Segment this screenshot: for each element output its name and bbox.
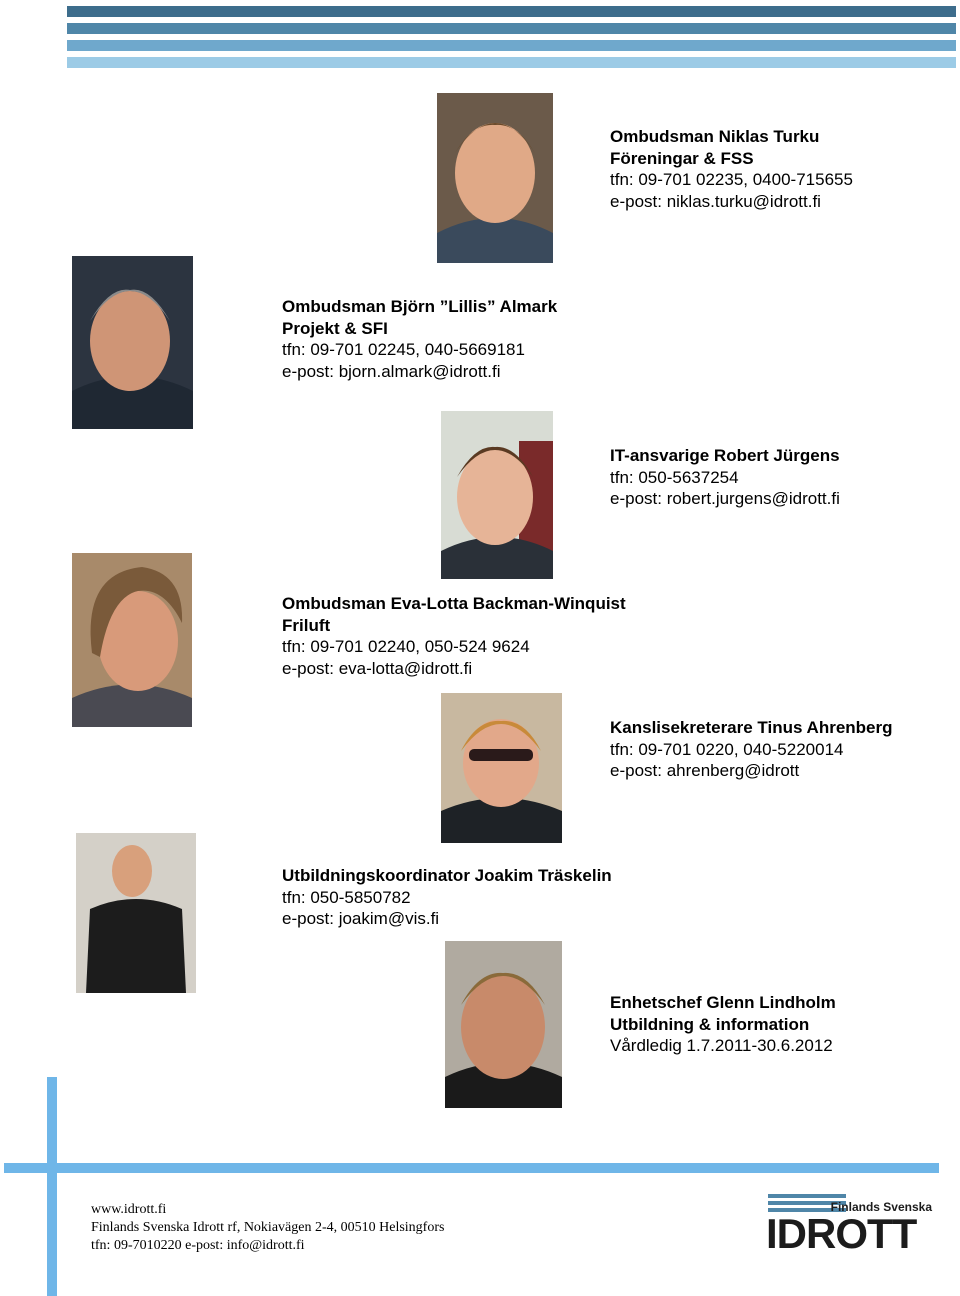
person-title: Ombudsman Eva-Lotta Backman-Winquist (282, 594, 626, 613)
person-department: Projekt & SFI (282, 318, 388, 338)
footer-horizontal-bar (4, 1163, 939, 1173)
person-department: Utbildning & information (610, 1014, 810, 1034)
contact-niklas-turku (610, 126, 853, 212)
contact-tinus-ahrenberg (610, 717, 893, 782)
person-email: e-post: joakim@vis.fi (282, 909, 440, 928)
contact-joakim-traskelin (282, 865, 612, 930)
footer-website-link[interactable]: www.idrott.fi (91, 1202, 167, 1217)
portrait-photo (445, 941, 562, 1108)
portrait-photo (72, 256, 193, 429)
idrott-logo (766, 1192, 932, 1257)
person-title: Ombudsman Niklas Turku (610, 127, 820, 146)
footer-phone-email: tfn: 09-7010220 e-post: info@idrott.fi (91, 1238, 305, 1253)
person-phone: tfn: 09-701 02240, 050-524 9624 (282, 637, 530, 656)
logo-brand-text: Finlands Svenska (830, 1200, 932, 1214)
contact-glenn-lindholm (610, 992, 836, 1057)
person-email: e-post: bjorn.almark@idrott.fi (282, 361, 501, 381)
person-email: e-post: robert.jurgens@idrott.fi (610, 489, 840, 508)
person-phone: tfn: 050-5637254 (610, 467, 739, 487)
person-title: Kanslisekreterare Tinus Ahrenberg (610, 718, 893, 737)
person-title: Utbildningskoordinator Joakim Träskelin (282, 866, 612, 885)
contact-bjorn-almark (282, 296, 557, 382)
person-email: e-post: niklas.turku@idrott.fi (610, 191, 821, 211)
person-title: Enhetschef Glenn Lindholm (610, 993, 836, 1012)
person-title: IT-ansvarige Robert Jürgens (610, 446, 840, 465)
person-phone: tfn: 09-701 02235, 0400-715655 (610, 170, 853, 189)
header-stripe-1 (67, 6, 956, 17)
person-title: Ombudsman Björn ”Lillis” Almark (282, 297, 558, 316)
person-department: Föreningar & FSS (610, 148, 754, 168)
footer-vertical-bar (47, 1077, 57, 1296)
portrait-photo (437, 93, 553, 263)
person-email: e-post: eva-lotta@idrott.fi (282, 658, 473, 678)
logo-wordmark: IDROTT (766, 1210, 917, 1257)
portrait-photo (76, 833, 196, 993)
footer-contact (91, 1201, 444, 1255)
person-department: Friluft (282, 615, 331, 635)
person-phone: tfn: 050-5850782 (282, 887, 411, 907)
contact-eva-lotta-backman-winquist (282, 593, 626, 679)
person-email: e-post: ahrenberg@idrott (610, 761, 800, 780)
person-phone: tfn: 09-701 0220, 040-5220014 (610, 739, 844, 759)
person-leave-note: Vårdledig 1.7.2011-30.6.2012 (610, 1036, 833, 1055)
portrait-photo (441, 693, 562, 843)
portrait-photo (72, 553, 192, 727)
contact-robert-jurgens (610, 445, 840, 510)
person-phone: tfn: 09-701 02245, 040-5669181 (282, 340, 525, 359)
footer-address: Finlands Svenska Idrott rf, Nokiavägen 2-4, 00510 Helsingfors (91, 1220, 445, 1235)
header-stripe-4 (67, 57, 956, 68)
portrait-photo (441, 411, 553, 579)
header-stripe-3 (67, 40, 956, 51)
header-stripe-2 (67, 23, 956, 34)
